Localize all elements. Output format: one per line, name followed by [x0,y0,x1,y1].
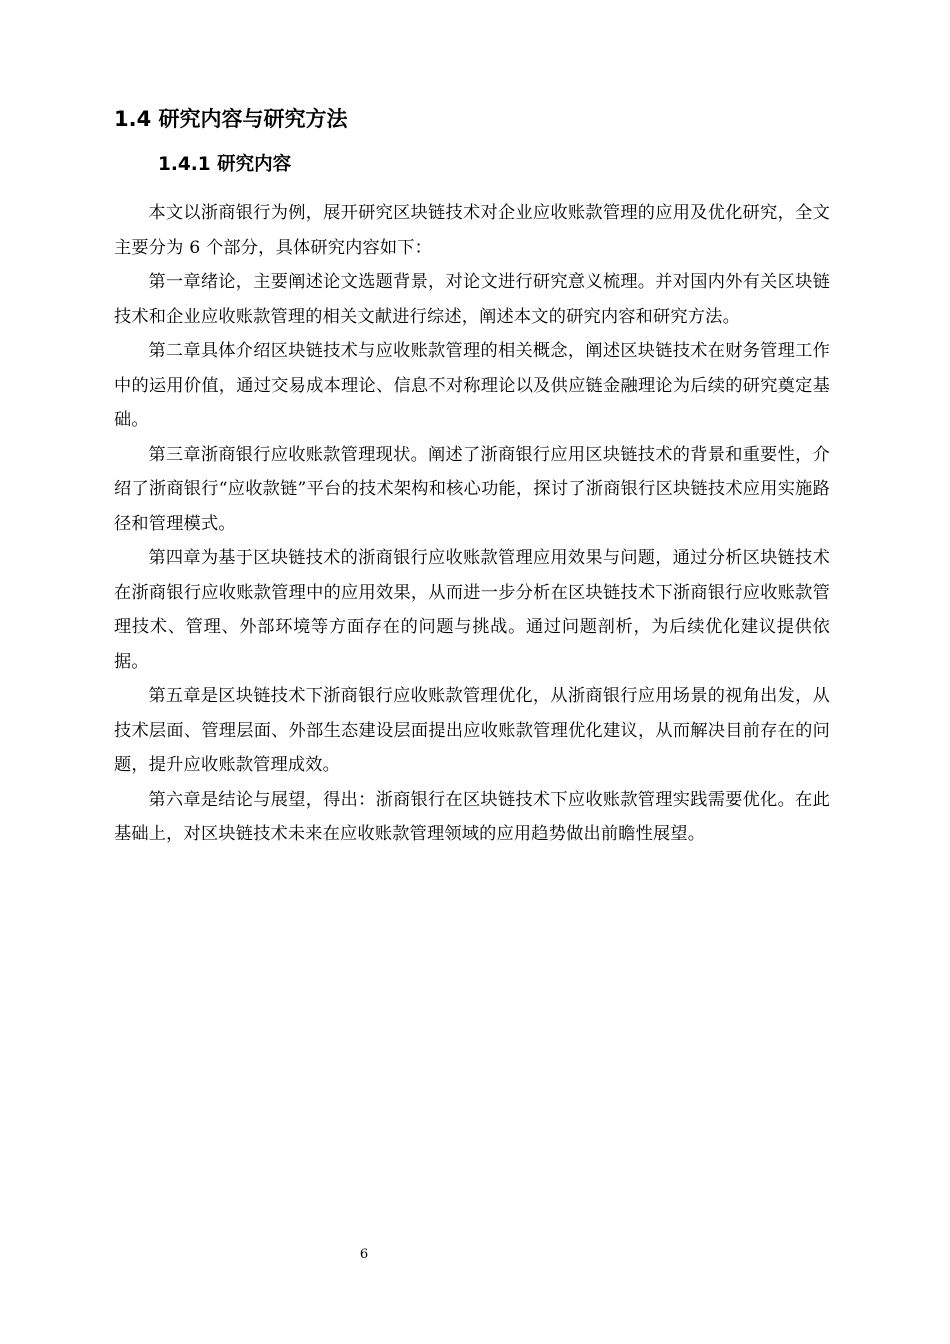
paragraph-chapter-4: 第四章为基于区块链技术的浙商银行应收账款管理应用效果与问题，通过分析区块链技术在浙商银行应收账款管理中的应用效果，从而进一步分析在区块链技术下浙商银行应收账款管理技术、管理、外部环境等方面存在的问题与挑战。通过问题剖析，为后续优化建议提供依据。 [114,548,830,672]
body-text [114,196,830,852]
paragraph-chapter-3: 第三章浙商银行应收账款管理现状。阐述了浙商银行应用区块链技术的背景和重要性，介绍了浙商银行“应收款链”平台的技术架构和核心功能，探讨了浙商银行区块链技术应用实施路径和管理模式。 [114,444,830,534]
subsection-heading: 1.4.1 研究内容 [158,154,292,175]
paragraph-intro: 本文以浙商银行为例，展开研究区块链技术对企业应收账款管理的应用及优化研究，全文主要分为 6 个部分，具体研究内容如下： [114,203,830,258]
page-number: 6 [359,1247,369,1262]
paragraph-chapter-1: 第一章绪论，主要阐述论文选题背景，对论文进行研究意义梳理。并对国内外有关区块链技术和企业应收账款管理的相关文献进行综述，阐述本文的研究内容和研究方法。 [114,272,830,327]
paragraph-chapter-2: 第二章具体介绍区块链技术与应收账款管理的相关概念，阐述区块链技术在财务管理工作中的运用价值，通过交易成本理论、信息不对称理论以及供应链金融理论为后续的研究奠定基础。 [114,341,830,430]
paragraph-chapter-6: 第六章是结论与展望，得出：浙商银行在区块链技术下应收账款管理实践需要优化。在此基础上，对区块链技术未来在应收账款管理领域的应用趋势做出前瞻性展望。 [114,789,830,844]
section-heading: 1.4 研究内容与研究方法 [114,107,348,131]
paragraph-chapter-5: 第五章是区块链技术下浙商银行应收账款管理优化，从浙商银行应用场景的视角出发，从技术层面、管理层面、外部生态建设层面提出应收账款管理优化建议，从而解决目前存在的问题，提升应收账款管理成效。 [114,686,830,775]
